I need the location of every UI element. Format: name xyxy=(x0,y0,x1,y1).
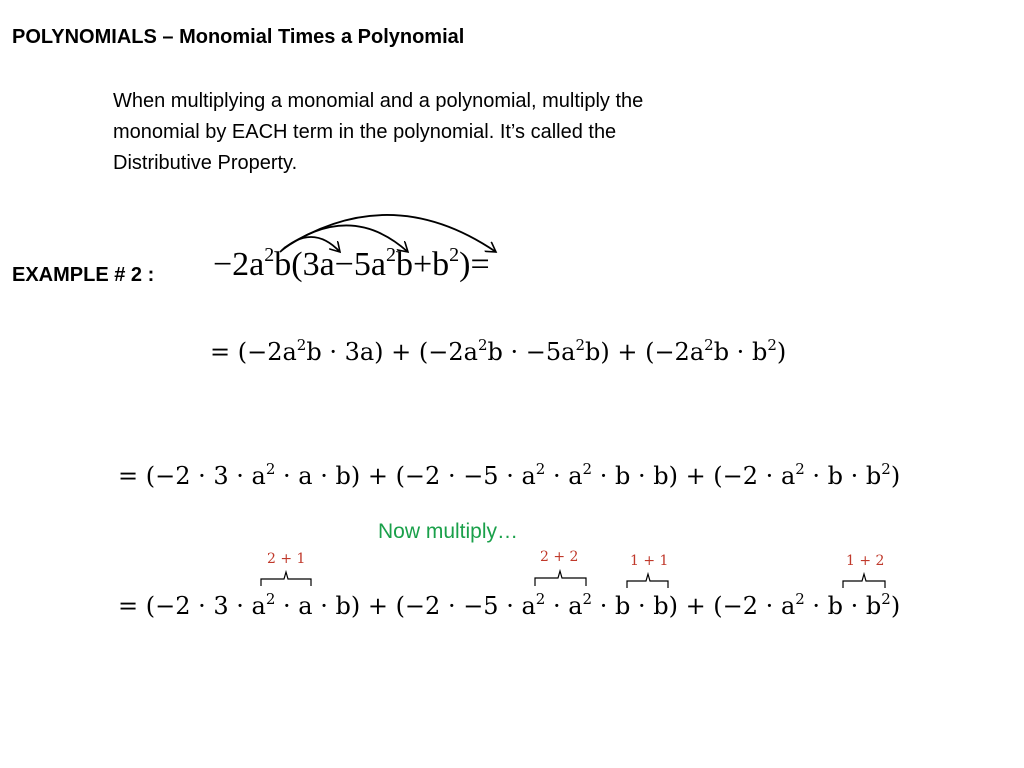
step-2-rearranged xyxy=(118,460,900,490)
step-exponent: 2 xyxy=(535,590,546,608)
step-part: · a · b) + (−2 · −5 · a xyxy=(275,592,536,620)
step-exponent: 2 xyxy=(575,336,585,354)
step-part: · b · b) + (−2 · a xyxy=(592,592,796,620)
expr-part: b(3a−5a xyxy=(274,246,386,283)
intro-line-1: When multiplying a monomial and a polynomial, multiply the xyxy=(113,90,644,112)
brace-3 xyxy=(627,574,668,588)
step-exponent: 2 xyxy=(795,590,805,608)
step-part: = (−2 · 3 · a xyxy=(118,592,266,620)
step-part: = (−2a xyxy=(210,338,297,366)
intro-line-3: Distributive Property. xyxy=(113,152,298,174)
step-part: = (−2 · 3 · a xyxy=(118,462,266,490)
brace-4 xyxy=(843,574,885,588)
step-exponent: 2 xyxy=(767,336,777,354)
example-label: EXAMPLE # 2 : xyxy=(12,264,155,286)
step-1-expansion xyxy=(210,336,786,366)
brace-2 xyxy=(535,571,586,586)
step-part: ) xyxy=(890,592,901,620)
step-exponent: 2 xyxy=(296,336,307,354)
expr-part: b+b xyxy=(395,246,450,283)
step-part: b · −5a xyxy=(487,338,576,366)
exponent-note: 1 + 2 xyxy=(846,553,885,569)
step-part: b) + (−2a xyxy=(584,338,705,366)
step-exponent: 2 xyxy=(881,460,891,478)
exponent-note: 2 + 1 xyxy=(267,551,306,567)
step-exponent: 2 xyxy=(265,590,276,608)
step-part: · b · b) + (−2 · a xyxy=(592,462,796,490)
step-exponent: 2 xyxy=(582,460,593,478)
step-part: ) xyxy=(776,338,787,366)
step-exponent: 2 xyxy=(477,336,488,354)
step-exponent: 2 xyxy=(704,336,714,354)
step-part: · b · b xyxy=(804,592,882,620)
brace-1 xyxy=(261,572,311,586)
step-part: b · b xyxy=(713,338,768,366)
step-part: · a · b) + (−2 · −5 · a xyxy=(275,462,536,490)
step-3-grouped xyxy=(118,590,900,620)
step-exponent: 2 xyxy=(881,590,891,608)
expr-exponent: 2 xyxy=(449,244,460,266)
step-part: · b · b xyxy=(804,462,882,490)
step-exponent: 2 xyxy=(795,460,805,478)
step-exponent: 2 xyxy=(265,460,276,478)
expr-part: )= xyxy=(459,246,490,283)
step-exponent: 2 xyxy=(582,590,593,608)
step-part: ) xyxy=(890,462,901,490)
exponent-note: 1 + 1 xyxy=(630,553,669,569)
step-part: b · 3a) + (−2a xyxy=(306,338,478,366)
expr-exponent: 2 xyxy=(385,244,396,266)
example-expression xyxy=(213,244,490,284)
intro-paragraph xyxy=(113,86,833,179)
step-part: · a xyxy=(545,592,583,620)
step-exponent: 2 xyxy=(535,460,546,478)
intro-line-2: monomial by EACH term in the polynomial. It’s called the xyxy=(113,121,617,143)
expr-exponent: 2 xyxy=(264,244,275,266)
step-part: · a xyxy=(545,462,583,490)
exponent-note: 2 + 2 xyxy=(540,549,579,565)
expr-part: −2a xyxy=(213,246,265,283)
now-multiply-note: Now multiply… xyxy=(378,520,519,543)
page-title: POLYNOMIALS – Monomial Times a Polynomial xyxy=(12,26,465,48)
